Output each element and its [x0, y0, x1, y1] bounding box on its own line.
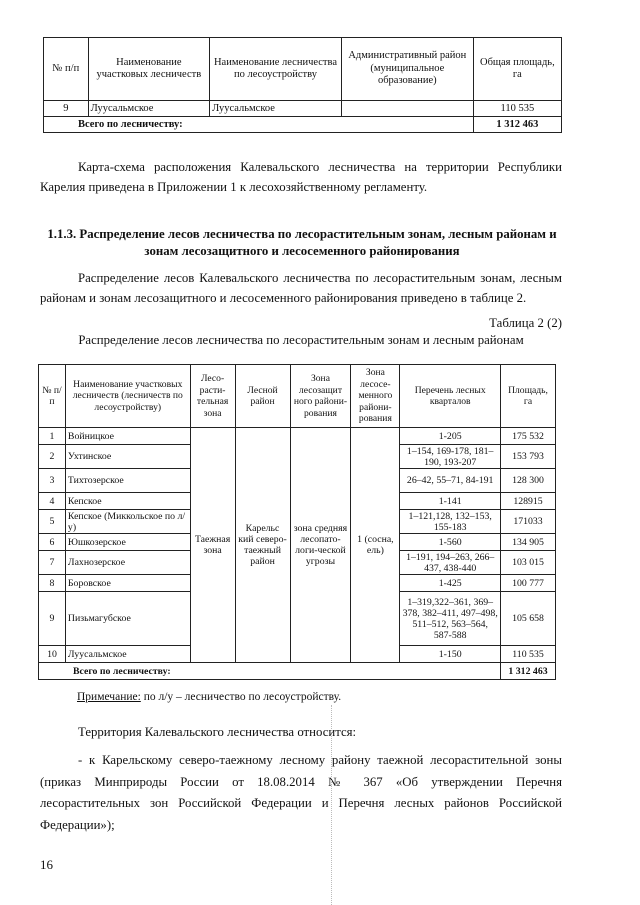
cell-name: Юшкозерское: [65, 534, 190, 551]
distribution-paragraph: Распределение лесов Калевальского лесничества по лесорастительным зонам, лесным районам и зонам лесозащитного и лесосеменного районирования приведено в таблице 2.: [40, 271, 562, 305]
col-header-area: Общая площадь, га: [473, 38, 561, 101]
cell-num: 3: [39, 469, 66, 493]
total-value: 1 312 463: [473, 117, 561, 133]
scan-artifact-divider: [331, 705, 333, 905]
cell-area: 134 905: [501, 534, 556, 551]
map-reference-paragraph: Карта-схема расположения Калевальского лесничества на территории Республики Карелия приведена в Приложении 1 к лесохозяйственному регламенту.: [40, 160, 562, 194]
col-header-les: Наименование лесничества по лесоустройству: [210, 38, 342, 101]
cell-num: 8: [39, 575, 66, 592]
note-text: по л/у – лесничество по лесоустройству.: [140, 691, 342, 703]
cell-uch: Луусальмское: [88, 101, 209, 117]
cell-num: 9: [44, 101, 89, 117]
total-label: Всего по лесничеству:: [39, 663, 501, 680]
col-header-name: Наименование участковых лесничеств (лесничеств по лесоустройству): [65, 365, 190, 428]
cell-blocks: 1–191, 194–263, 266–437, 438-440: [400, 551, 501, 575]
cell-blocks: 1-560: [400, 534, 501, 551]
cell-blocks: 1-150: [400, 646, 501, 663]
table-total-row: [44, 117, 562, 133]
total-value: 1 312 463: [501, 663, 556, 680]
cell-num: 5: [39, 510, 66, 534]
cell-num: 2: [39, 445, 66, 469]
col-header-blocks: Перечень лесных кварталов: [400, 365, 501, 428]
col-header-area: Площадь, га: [501, 365, 556, 428]
cell-blocks: 1–121,128, 132–153, 155-183: [400, 510, 501, 534]
table-forestry-areas: [43, 37, 562, 133]
cell-area: 175 532: [501, 428, 556, 445]
col-header-protection-zone: Зона лесозащит ного райони-рования: [290, 365, 351, 428]
cell-rayon: [341, 101, 473, 117]
cell-name: Лахнозерское: [65, 551, 190, 575]
table-row: [39, 428, 556, 445]
cell-blocks: 1-205: [400, 428, 501, 445]
cell-num: 10: [39, 646, 66, 663]
cell-name: Пизьмагубское: [65, 592, 190, 646]
section-heading: 1.1.3. Распределение лесов лесничества по лесорастительным зонам, лесным районам и зонам лесозащитного и лесосеменного районирования: [47, 227, 557, 258]
note-label: Примечание:: [77, 691, 141, 703]
cell-name: Ухтинское: [65, 445, 190, 469]
cell-name: Войницкое: [65, 428, 190, 445]
cell-area: 110 535: [501, 646, 556, 663]
cell-num: 6: [39, 534, 66, 551]
cell-protection-zone: зона средняя лесопато-логи-ческой угрозы: [290, 428, 351, 663]
cell-num: 9: [39, 592, 66, 646]
table-caption: Распределение лесов лесничества по лесорастительным зонам и лесным районам: [78, 333, 524, 347]
cell-name: Тихтозерское: [65, 469, 190, 493]
territory-intro: Территория Калевальского лесничества относится:: [78, 725, 357, 739]
table-note: [77, 690, 341, 705]
cell-name: Кепское (Миккольское по л/у): [65, 510, 190, 534]
col-header-rayon: Административный район (муниципальное образование): [341, 38, 473, 101]
table-number: Таблица 2 (2): [489, 316, 562, 330]
col-header-uch: Наименование участковых лесничеств: [88, 38, 209, 101]
cell-blocks: 1–319,322–361, 369–378, 382–411, 497–498, 511–512, 563–564, 587-588: [400, 592, 501, 646]
col-header-zone: Лесо-расти-тельная зона: [190, 365, 235, 428]
total-label: Всего по лесничеству:: [44, 117, 474, 133]
territory-item-paragraph: - к Карельскому северо-таежному лесному району таежной лесорастительной зоны (приказ Минприроды России от 18.08.2014 № 367 «Об утверждении Перечня лесорастительных зон Российской Федерации и Перечня лесных районов Российской Федерации»);: [40, 753, 562, 832]
cell-district: Карельс кий северо-таежный район: [235, 428, 290, 663]
cell-name: Боровское: [65, 575, 190, 592]
table-total-row: [39, 663, 556, 680]
cell-area: 100 777: [501, 575, 556, 592]
cell-blocks: 1–154, 169-178, 181–190, 193-207: [400, 445, 501, 469]
page-number: 16: [40, 857, 53, 872]
col-header-seed-zone: Зона лесосе-менного райони-рования: [351, 365, 400, 428]
cell-les: Луусальмское: [210, 101, 342, 117]
cell-seed-zone: 1 (сосна, ель): [351, 428, 400, 663]
cell-num: 4: [39, 493, 66, 510]
cell-area: 153 793: [501, 445, 556, 469]
cell-name: Кепское: [65, 493, 190, 510]
table-row: [44, 101, 562, 117]
cell-area: 128 300: [501, 469, 556, 493]
cell-area: 105 658: [501, 592, 556, 646]
cell-name: Луусальмское: [65, 646, 190, 663]
col-header-district: Лесной район: [235, 365, 290, 428]
table-forest-zones: [38, 364, 556, 680]
cell-blocks: 1-425: [400, 575, 501, 592]
cell-blocks: 26–42, 55–71, 84-191: [400, 469, 501, 493]
cell-area: 110 535: [473, 101, 561, 117]
cell-num: 7: [39, 551, 66, 575]
col-header-num: № п/п: [39, 365, 66, 428]
cell-blocks: 1-141: [400, 493, 501, 510]
cell-zone: Таежная зона: [190, 428, 235, 663]
cell-area: 103 015: [501, 551, 556, 575]
cell-area: 128915: [501, 493, 556, 510]
col-header-num: № п/п: [44, 38, 89, 101]
cell-num: 1: [39, 428, 66, 445]
cell-area: 171033: [501, 510, 556, 534]
